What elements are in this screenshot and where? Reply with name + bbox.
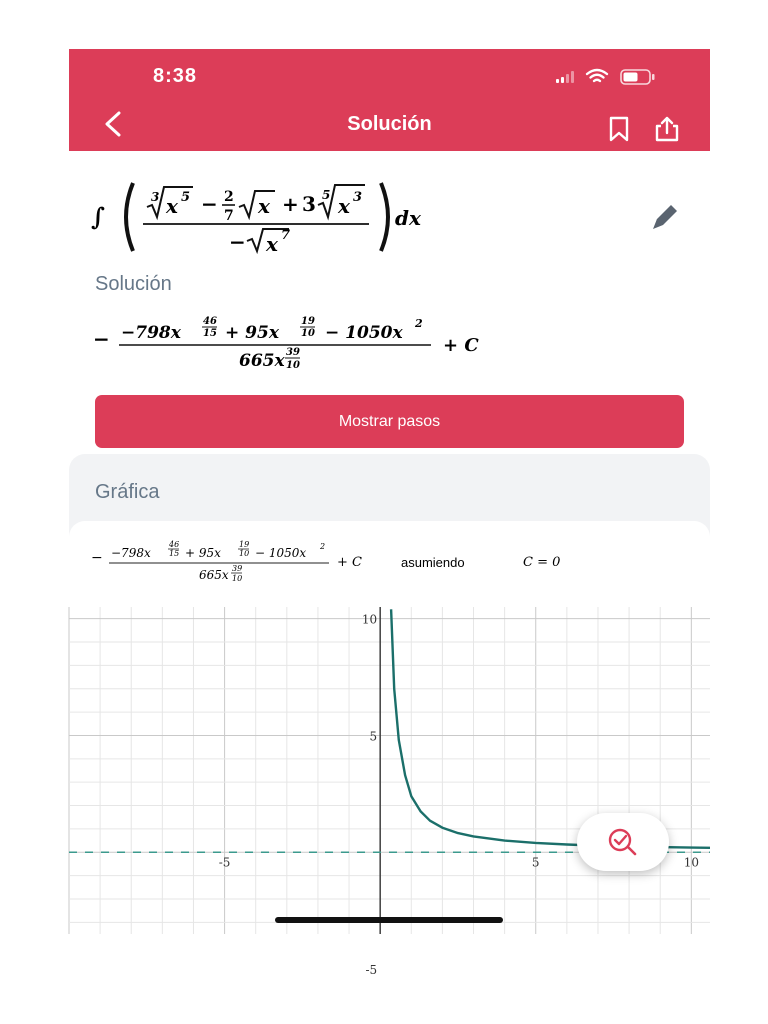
- svg-text:+ C: + C: [337, 555, 362, 570]
- status-time: 8:38: [153, 65, 198, 87]
- graph-label: Gráfica: [95, 481, 160, 503]
- term1-exp: 5: [181, 190, 191, 205]
- term2-radicand: x: [258, 194, 270, 218]
- header-bar: [69, 49, 710, 151]
- bookmark-icon[interactable]: [605, 115, 633, 143]
- num-term-c: − 1050x: [325, 323, 403, 343]
- term1-index: 3: [151, 190, 160, 204]
- y-tick-label: 10: [361, 612, 378, 627]
- solution-label: Solución: [95, 273, 172, 295]
- svg-text:15: 15: [203, 328, 217, 339]
- den-radicand: x: [266, 232, 278, 256]
- plus-sign: +: [282, 192, 299, 216]
- num-term-a: −798x: [121, 323, 181, 343]
- term3-radicand: x: [338, 194, 350, 218]
- home-indicator: [275, 917, 503, 923]
- lead-minus: −: [93, 327, 110, 351]
- svg-text:− 1050x: − 1050x: [255, 546, 307, 560]
- frac-num: 2: [224, 189, 234, 205]
- svg-text:−798x: −798x: [111, 546, 151, 560]
- integral-sign: ∫: [91, 202, 105, 231]
- pencil-icon[interactable]: [649, 201, 681, 233]
- share-icon[interactable]: [653, 115, 681, 143]
- graph-plot[interactable]: [69, 607, 710, 978]
- assuming-text: asumiendo: [401, 555, 465, 570]
- term1-radicand: x: [166, 194, 178, 218]
- x-tick-label: 10: [683, 855, 699, 870]
- svg-text:10: 10: [239, 549, 250, 558]
- left-paren: [126, 183, 133, 251]
- wifi-icon: [586, 69, 608, 85]
- svg-text:46: 46: [169, 540, 180, 549]
- graph-formula: [91, 537, 561, 589]
- svg-text:10: 10: [301, 328, 315, 339]
- svg-text:2: 2: [320, 542, 326, 551]
- frac-den: 7: [224, 208, 234, 224]
- svg-text:665x: 665x: [199, 568, 229, 582]
- den-minus: −: [229, 230, 246, 254]
- num-term-b: + 95x: [225, 323, 279, 343]
- problem-expression: [89, 177, 509, 257]
- status-icons: [556, 69, 656, 85]
- zoom-check-button[interactable]: [577, 813, 669, 871]
- svg-text:19: 19: [301, 316, 315, 327]
- y-tick-label: 5: [369, 729, 378, 744]
- battery-icon: [620, 69, 656, 85]
- constant-c: + C: [443, 335, 479, 356]
- coef-3: 3: [302, 192, 316, 216]
- show-steps-button[interactable]: Mostrar pasos: [95, 395, 684, 448]
- svg-text:+ 95x: + 95x: [185, 546, 221, 560]
- function-curve: [391, 609, 710, 848]
- term3-exp: 3: [353, 190, 363, 205]
- svg-text:−: −: [91, 550, 103, 566]
- cellular-signal-icon: [556, 71, 574, 83]
- x-tick-label: 5: [531, 855, 540, 870]
- svg-text:15: 15: [169, 549, 180, 558]
- app-screen: [69, 49, 710, 978]
- term3-index: 5: [322, 188, 331, 202]
- svg-text:10: 10: [232, 574, 243, 583]
- minus-sign: −: [201, 192, 218, 216]
- y-tick-label: -5: [365, 963, 378, 978]
- den-term: 665x: [239, 351, 285, 371]
- page-title: Solución: [347, 113, 432, 135]
- svg-text:39: 39: [286, 347, 300, 358]
- svg-text:19: 19: [239, 540, 250, 549]
- svg-text:2: 2: [415, 317, 423, 330]
- c-equals-zero: C = 0: [523, 555, 561, 570]
- den-exp: 7: [281, 228, 291, 243]
- dx: dx: [395, 206, 421, 230]
- solution-expression: [93, 311, 513, 375]
- svg-text:39: 39: [232, 564, 243, 573]
- svg-text:46: 46: [203, 316, 217, 327]
- right-paren: [381, 183, 388, 251]
- svg-text:10: 10: [286, 360, 300, 371]
- x-tick-label: -5: [218, 855, 231, 870]
- zoom-check-icon: [603, 824, 643, 860]
